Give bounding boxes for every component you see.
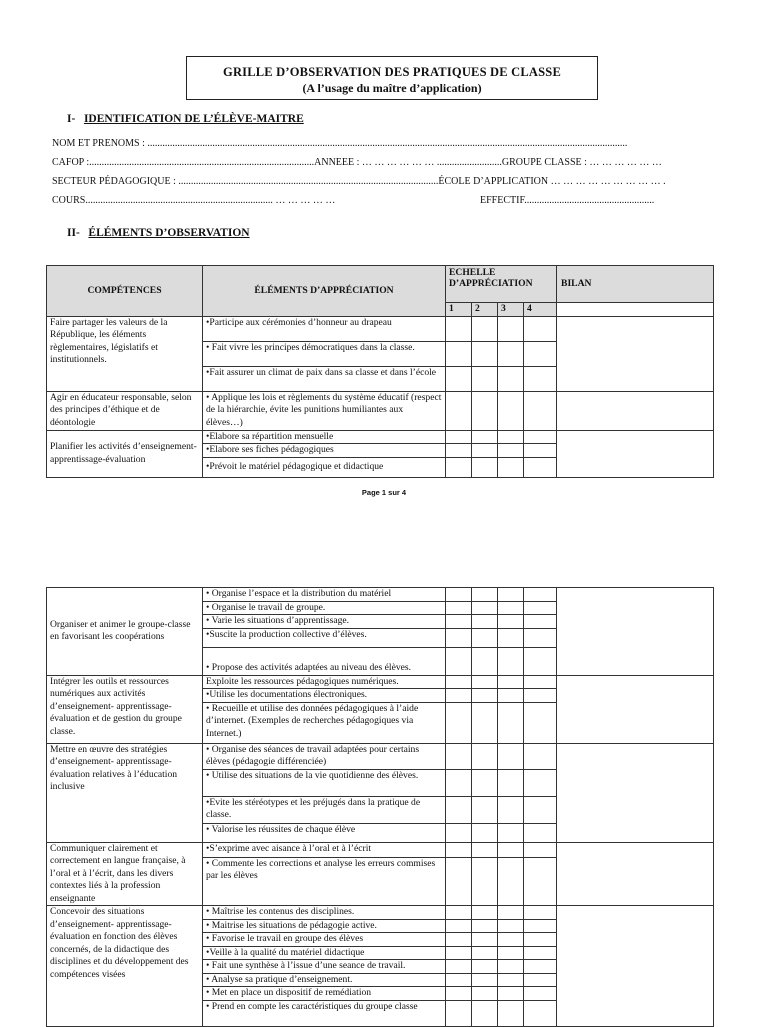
- score-cell[interactable]: [446, 796, 472, 823]
- score-cell[interactable]: [524, 973, 557, 987]
- element-cell: • Valorise les réussites de chaque élève: [203, 823, 446, 842]
- score-cell[interactable]: [498, 647, 524, 675]
- element-cell: • Favorise le travail en groupe des élèves: [203, 933, 446, 947]
- score-cell[interactable]: [472, 919, 498, 933]
- score-cell[interactable]: [472, 675, 498, 689]
- score-cell[interactable]: [472, 430, 498, 444]
- score-cell[interactable]: [498, 769, 524, 796]
- score-cell[interactable]: [498, 588, 524, 602]
- element-cell: • Organise l’espace et la distribution du matériel: [203, 588, 446, 602]
- field-secteur: SECTEUR PÉDAGOGIQUE : ........................................................................................................ÉCOLE D’APPLICATION … … … … … … … … … .: [52, 176, 666, 187]
- score-cell[interactable]: [498, 702, 524, 743]
- score-cell[interactable]: [524, 842, 557, 857]
- score-cell[interactable]: [446, 973, 472, 987]
- score-cell[interactable]: [498, 857, 524, 905]
- score-cell[interactable]: [498, 987, 524, 1001]
- score-cell[interactable]: [472, 316, 498, 341]
- score-cell[interactable]: [498, 341, 524, 366]
- bilan-subheader: [557, 303, 714, 317]
- score-cell[interactable]: [472, 857, 498, 905]
- score-cell[interactable]: [498, 823, 524, 842]
- element-cell: •Participe aux cérémonies d’honneur au drapeau: [203, 316, 446, 341]
- score-cell[interactable]: [472, 796, 498, 823]
- score-cell[interactable]: [472, 588, 498, 602]
- element-cell: • Analyse sa pratique d’enseignement.: [203, 973, 446, 987]
- bilan-cell[interactable]: [557, 316, 714, 391]
- score-cell[interactable]: [524, 366, 557, 391]
- score-cell[interactable]: [524, 702, 557, 743]
- score-cell[interactable]: [446, 628, 472, 647]
- score-cell[interactable]: [524, 615, 557, 629]
- section-observation: [67, 227, 250, 239]
- score-cell[interactable]: [524, 588, 557, 602]
- element-cell: • Met en place un dispositif de remédiation: [203, 987, 446, 1001]
- element-cell: • Recueille et utilise des données pédagogiques à l’aide d’internet. (Exemples de recherches pédagogiques via Internet.): [203, 702, 446, 743]
- score-cell[interactable]: [446, 743, 472, 769]
- score-cell[interactable]: [446, 588, 472, 602]
- score-cell[interactable]: [446, 601, 472, 615]
- document-subtitle: (A l’usage du maître d’application): [302, 81, 482, 95]
- score-cell[interactable]: [472, 457, 498, 477]
- score-cell[interactable]: [498, 1000, 524, 1026]
- score-cell[interactable]: [524, 960, 557, 974]
- score-cell[interactable]: [472, 769, 498, 796]
- score-cell[interactable]: [524, 647, 557, 675]
- competence-cell: Mettre en œuvre des stratégies d’enseignement- apprentissage-évaluation relatives à l’éducation inclusive: [47, 743, 203, 842]
- score-cell[interactable]: [498, 689, 524, 703]
- score-cell[interactable]: [524, 987, 557, 1001]
- header-echelle: ECHELLE D’APPRÉCIATION: [446, 266, 557, 303]
- score-cell[interactable]: [472, 1000, 498, 1026]
- score-cell[interactable]: [446, 823, 472, 842]
- section-number: II-: [67, 227, 80, 239]
- score-cell[interactable]: [446, 341, 472, 366]
- score-cell[interactable]: [524, 457, 557, 477]
- score-cell[interactable]: [446, 702, 472, 743]
- element-cell: •S’exprime avec aisance à l’oral et à l’écrit: [203, 842, 446, 857]
- score-cell[interactable]: [524, 675, 557, 689]
- bilan-cell[interactable]: [557, 906, 714, 1027]
- score-cell[interactable]: [446, 366, 472, 391]
- element-cell: •Elabore sa répartition mensuelle: [203, 430, 446, 444]
- section-number: I-: [67, 113, 76, 125]
- element-cell: • Maitrise les situations de pédagogie active.: [203, 919, 446, 933]
- field-cafop: CAFOP :..........................................................................................ANNEEE : … … … … … … ..........................GROUPE CLASSE : … … … … … …: [52, 157, 662, 168]
- score-cell[interactable]: [446, 857, 472, 905]
- score-cell[interactable]: [472, 601, 498, 615]
- score-cell[interactable]: [472, 960, 498, 974]
- element-cell: •Suscite la production collective d’élèves.: [203, 628, 446, 647]
- score-cell[interactable]: [446, 842, 472, 857]
- score-cell[interactable]: [498, 919, 524, 933]
- field-effectif: EFFECTIF....................................................: [480, 195, 655, 206]
- score-cell[interactable]: [498, 628, 524, 647]
- score-cell[interactable]: [498, 444, 524, 458]
- element-cell: •Veille à la qualité du matériel didactique: [203, 946, 446, 960]
- element-cell: • Organise le travail de groupe.: [203, 601, 446, 615]
- competence-cell: Intégrer les outils et ressources numériques aux activités d’enseignement- apprentissage-évaluation et de gestion du groupe classe.: [47, 675, 203, 743]
- bilan-cell[interactable]: [557, 675, 714, 743]
- score-cell[interactable]: [524, 857, 557, 905]
- competence-cell: Agir en éducateur responsable, selon des principes d’éthique et de déontologie: [47, 391, 203, 430]
- element-cell: •Prévoit le matériel pédagogique et didactique: [203, 457, 446, 477]
- score-cell[interactable]: [524, 628, 557, 647]
- score-cell[interactable]: [472, 341, 498, 366]
- score-cell[interactable]: [472, 933, 498, 947]
- score-cell[interactable]: [472, 987, 498, 1001]
- score-cell[interactable]: [446, 689, 472, 703]
- score-cell[interactable]: [446, 615, 472, 629]
- score-cell[interactable]: [498, 601, 524, 615]
- score-cell[interactable]: [446, 919, 472, 933]
- document-title: GRILLE D’OBSERVATION DES PRATIQUES DE CLASSE: [223, 65, 561, 79]
- score-cell[interactable]: [472, 906, 498, 920]
- score-cell[interactable]: [498, 743, 524, 769]
- score-cell[interactable]: [498, 316, 524, 341]
- score-cell[interactable]: [472, 973, 498, 987]
- score-cell[interactable]: [446, 1000, 472, 1026]
- element-cell: •Fait assurer un climat de paix dans sa classe et dans l’école: [203, 366, 446, 391]
- field-nom: NOM ET PRENOMS : ................................................................................................................................................................................................: [52, 138, 628, 149]
- score-cell[interactable]: [498, 933, 524, 947]
- score-cell[interactable]: [524, 689, 557, 703]
- score-cell[interactable]: [524, 444, 557, 458]
- score-cell[interactable]: [472, 444, 498, 458]
- field-cours: COURS........................................................................... … … … … …: [52, 195, 336, 206]
- bilan-cell[interactable]: [557, 842, 714, 906]
- score-cell[interactable]: [498, 675, 524, 689]
- element-cell: •Evite les stéréotypes et les préjugés dans la pratique de classe.: [203, 796, 446, 823]
- header-competences: COMPÉTENCES: [47, 266, 203, 317]
- score-cell[interactable]: [524, 946, 557, 960]
- section-title: ÉLÉMENTS D’OBSERVATION: [88, 227, 250, 239]
- score-cell[interactable]: [498, 796, 524, 823]
- score-cell[interactable]: [498, 960, 524, 974]
- element-cell: • Propose des activités adaptées au niveau des élèves.: [203, 647, 446, 675]
- score-cell[interactable]: [446, 675, 472, 689]
- element-cell: • Varie les situations d’apprentissage.: [203, 615, 446, 629]
- score-cell[interactable]: [524, 906, 557, 920]
- bilan-cell[interactable]: [557, 391, 714, 430]
- competence-cell: Planifier les activités d’enseignement-apprentissage-évaluation: [47, 430, 203, 477]
- score-cell[interactable]: [472, 615, 498, 629]
- scale-4: 4: [524, 303, 557, 317]
- element-cell: • Applique les lois et règlements du système éducatif (respect de la hiérarchie, évite les punitions humiliantes aux élèves…): [203, 391, 446, 430]
- section-title: IDENTIFICATION DE L’ÉLÈVE-MAITRE: [83, 113, 304, 125]
- score-cell[interactable]: [472, 743, 498, 769]
- element-cell: •Elabore ses fiches pédagogiques: [203, 444, 446, 458]
- score-cell[interactable]: [498, 973, 524, 987]
- score-cell[interactable]: [446, 960, 472, 974]
- score-cell[interactable]: [446, 769, 472, 796]
- section-identification: [67, 113, 304, 125]
- score-cell[interactable]: [524, 1000, 557, 1026]
- score-cell[interactable]: [524, 769, 557, 796]
- element-cell: • Commente les corrections et analyse les erreurs commises par les élèves: [203, 857, 446, 905]
- score-cell[interactable]: [498, 615, 524, 629]
- score-cell[interactable]: [498, 391, 524, 430]
- header-bilan: BILAN: [557, 266, 714, 303]
- score-cell[interactable]: [524, 316, 557, 341]
- score-cell[interactable]: [498, 366, 524, 391]
- score-cell[interactable]: [498, 842, 524, 857]
- score-cell[interactable]: [446, 933, 472, 947]
- scale-1: 1: [446, 303, 472, 317]
- observation-table-page2: [46, 587, 714, 1027]
- score-cell[interactable]: [524, 341, 557, 366]
- element-cell: • Fait une synthèse à l’issue d’une seance de travail.: [203, 960, 446, 974]
- score-cell[interactable]: [524, 933, 557, 947]
- score-cell[interactable]: [498, 946, 524, 960]
- bilan-cell[interactable]: [557, 430, 714, 477]
- score-cell[interactable]: [446, 391, 472, 430]
- score-cell[interactable]: [472, 823, 498, 842]
- title-box: [186, 56, 598, 100]
- score-cell[interactable]: [472, 628, 498, 647]
- score-cell[interactable]: [524, 919, 557, 933]
- competence-cell: Concevoir des situations d’enseignement- apprentissage-évaluation en fonction des élèves concernés, de la didactique des disciplines et du développement des compétences visées: [47, 906, 203, 1027]
- score-cell[interactable]: [524, 743, 557, 769]
- score-cell[interactable]: [524, 823, 557, 842]
- score-cell[interactable]: [524, 796, 557, 823]
- score-cell[interactable]: [446, 946, 472, 960]
- score-cell[interactable]: [524, 601, 557, 615]
- element-cell: Exploite les ressources pédagogiques numériques.: [203, 675, 446, 689]
- score-cell[interactable]: [446, 430, 472, 444]
- scale-2: 2: [472, 303, 498, 317]
- score-cell[interactable]: [498, 906, 524, 920]
- element-cell: • Utilise des situations de la vie quotidienne des élèves.: [203, 769, 446, 796]
- score-cell[interactable]: [446, 316, 472, 341]
- scale-3: 3: [498, 303, 524, 317]
- competence-cell: Communiquer clairement et correctement en langue française, à l’oral et à l’écrit, dans les divers contextes liés à la profession enseignante: [47, 842, 203, 906]
- score-cell[interactable]: [472, 366, 498, 391]
- score-cell[interactable]: [472, 702, 498, 743]
- score-cell[interactable]: [446, 647, 472, 675]
- score-cell[interactable]: [472, 647, 498, 675]
- score-cell[interactable]: [524, 391, 557, 430]
- score-cell[interactable]: [472, 689, 498, 703]
- header-elements: ÉLÉMENTS D’APPRÉCIATION: [203, 266, 446, 317]
- score-cell[interactable]: [446, 457, 472, 477]
- competence-cell: Faire partager les valeurs de la République, les éléments règlementaires, législatifs et institutionnels.: [47, 316, 203, 391]
- score-cell[interactable]: [498, 430, 524, 444]
- competence-cell: Organiser et animer le groupe-classe en favorisant les coopérations: [47, 588, 203, 676]
- element-cell: • Maîtrise les contenus des disciplines.: [203, 906, 446, 920]
- score-cell[interactable]: [446, 987, 472, 1001]
- element-cell: • Fait vivre les principes démocratiques dans la classe.: [203, 341, 446, 366]
- bilan-cell[interactable]: [557, 588, 714, 676]
- score-cell[interactable]: [524, 430, 557, 444]
- score-cell[interactable]: [446, 906, 472, 920]
- element-cell: •Utilise les documentations électroniques.: [203, 689, 446, 703]
- score-cell[interactable]: [446, 444, 472, 458]
- observation-table-page1: [46, 265, 714, 478]
- element-cell: • Prend en compte les caractéristiques du groupe classe: [203, 1000, 446, 1026]
- page-number: Page 1 sur 4: [361, 488, 407, 497]
- score-cell[interactable]: [498, 457, 524, 477]
- score-cell[interactable]: [472, 842, 498, 857]
- element-cell: • Organise des séances de travail adaptées pour certains élèves (pédagogie différenciée): [203, 743, 446, 769]
- bilan-cell[interactable]: [557, 743, 714, 842]
- score-cell[interactable]: [472, 391, 498, 430]
- score-cell[interactable]: [472, 946, 498, 960]
